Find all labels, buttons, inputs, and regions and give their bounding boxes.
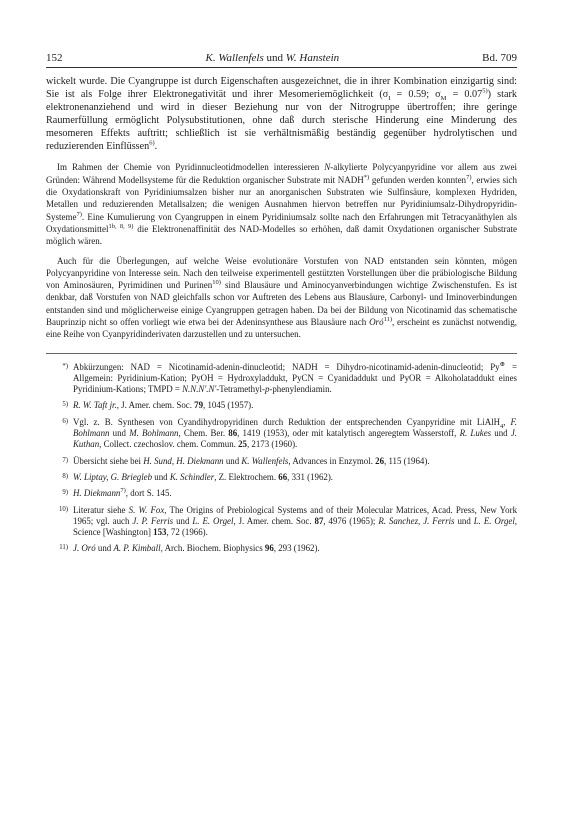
footnote-6: 6) Vgl. z. B. Synthesen von Cyandihydropyridinen durch Reduktion der entsprechenden Cyanpyridine mit LiAlH$_4$, F. Bohlmann und M. Bohlmann, Chem. Ber. 86, 1419 (1953), oder mit katalytisch angeregtem Wasserstoff, R. Lukes und J. Kuthan, Collect. czechoslov. chem. Commun. 25, 2173 (1960). xyxy=(62,416,518,450)
volume-label: Bd. 709 xyxy=(482,52,517,64)
footnote-7: 7) Übersicht siehe bei H. Sund, H. Diekmann und K. Wallenfels, Advances in Enzymol. 26, 115 (1964). xyxy=(62,455,430,466)
page-number: 152 xyxy=(46,52,63,64)
footnote-ref: 11) xyxy=(383,316,393,323)
paragraph-evolution: Auch für die Überlegungen, auf welche Weise evolutionäre Vorstufen von NAD entstanden sein könnten, mögen Polycyanpyridine von Interesse sein. Nach den teilweise experimentell gestützten Vorstellungen über die präbiologische Bildung von Aminosäuren, Pyrimidinen und Purinen$^{10)}$ sind Blausäure und Aminocyanverbindungen wichtige Zwischenstufen. Es ist denkbar, daß Vorstufen von NAD gleichfalls schon vor Auftreten des Lebens aus Blausäure, Carbonyl- und Iminoverbindungen entstanden sind und möglicherweise einige Cyangruppen getragen haben. Da bei der Bildung von Nicotinamid das schematische Bauprinzip nicht so offen vorliegt wie etwa bei der Adeninsynthese aus Blausäure nach Oró$^{11)}$, erscheint es zunächst notwendig, eine Reihe von Cyanpyridinderivaten darzustellen und zu untersuchen. xyxy=(46,255,517,340)
footnote-ref: 5) xyxy=(482,87,488,95)
footnote-5: 5) R. W. Taft jr., J. Amer. chem. Soc. 79, 1045 (1957). xyxy=(62,400,254,411)
footnote-ref: 6) xyxy=(149,139,155,147)
footnote-ref: 10) xyxy=(212,279,221,287)
footnote-10: 10) Literatur siehe S. W. Fox, The Origins of Prebiological Systems and of their Molecular Matrices, Acad. Press, New York 1965; vgl. auch J. P. Ferris und L. E. Orgel, J. Amer. chem. Soc. 87, 4976 (1965); R. Sanchez, J. Ferris und L. E. Orgel, Science [Washington] 153, 72 (1966). xyxy=(58,504,518,538)
footnote-ref: 7) xyxy=(76,210,82,218)
running-authors: K. Wallenfels und W. Hanstein xyxy=(205,52,340,64)
footnote-ref: 1b, 8, 9) xyxy=(108,222,134,230)
paragraph-pyridine-models: Im Rahmen der Chemie von Pyridinnucleotidmodellen interessieren N-alkylierte Polycyanpyridine vor allem aus zwei Gründen: Während Modellsysteme für die Reduktion organischer Substrate mit NADH*) gefunden werden konnten$^{7)}$, erwies sich die Oxydationskraft von Pyridiniumsalzen bisher nur an anorganischen Substraten wie Sulfinsäure, komplexen Hydriden, Metallen und reduzierenden Metallsalzen; die wenigen Ausnahmen hiervon betreffen nur Pyridiniumsalz-Dihydropyridin-Systeme$^{7)}$. Eine Kumulierung von Cyangruppen in einem Pyridiniumsalz sollte nach den Erfahrungen mit Tetracyanäthylen als Oxydationsmittel$^{1b, 8, 9)}$ die Elektronenaffinität des NAD-Modelles so erhöhen, daß damit Oxydationen organischer Substrate möglich wären. xyxy=(46,162,517,247)
footnote-8: 8) W. Liptay, G. Briegleb und K. Schindler, Z. Elektrochem. 66, 331 (1962). xyxy=(62,471,333,482)
footnote-ref: 7) xyxy=(466,173,472,181)
footnote-11: 11) J. Oró und A. P. Kimball, Arch. Biochem. Biophysics 96, 293 (1962). xyxy=(59,543,320,554)
footnote-9: 9) H. Diekmann$^{7)}$, dort S. 145. xyxy=(62,487,172,499)
paragraph-cyano-group: wickelt wurde. Die Cyangruppe ist durch Eigenschaften ausgezeichnet, die in ihrer Kombination einzigartig sind: Sie ist als Folge ihrer Elektronegativität und ihrer Mesomeriemöglichkeit ($\sigma_I = 0.59$; $\sigma_M = 0.07^{5)}$) stark elektronenanziehend und wird in dieser Beziehung nur von der Nitrogruppe übertroffen; ihre geringe Raumerfüllung ermöglicht Polysubstitutionen, ohne daß durch sterische Hinderung eine Minderung des mesomeren Effekts auftritt; schließlich ist sie verhältnismäßig beständig gegenüber hydrolytischen und reduzierenden Einflüssen$^{6)}$. xyxy=(46,76,517,152)
footnote-ref: *) xyxy=(363,173,370,181)
footnote-separator xyxy=(46,353,517,354)
footnote-abbreviations: *) Abkürzungen: NAD = Nicotinamid-adenin-dinucleotid; NADH = Dihydro-nicotinamid-adenin-dinucleotid; Py⊕ = Allgemein: Pyridinium-Kation; PyOH = Hydroxyladdukt, PyCN = Cyanidaddukt und PyOR = Alkoholataddukt eines Pyridinium-Kations; TMPD = N.N.N'.N'-Tetramethyl-p-phenylendiamin. xyxy=(62,360,517,395)
running-header xyxy=(46,52,517,68)
